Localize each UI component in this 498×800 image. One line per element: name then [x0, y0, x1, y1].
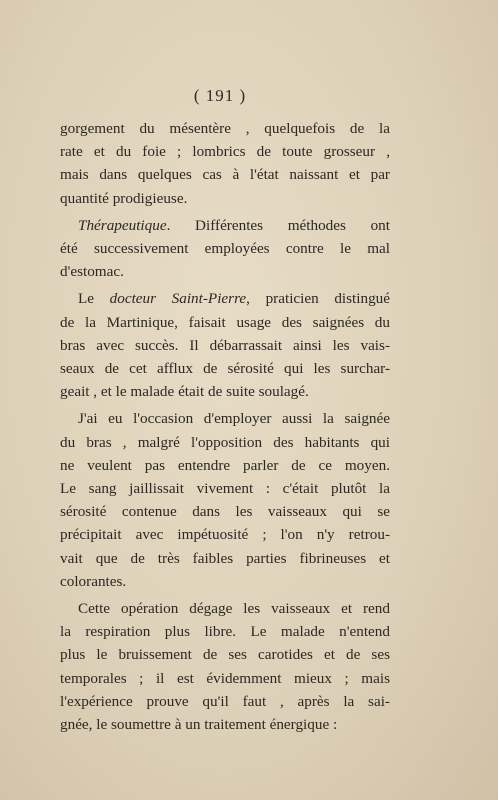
italic-heading: Thérapeutique [78, 216, 167, 234]
paragraph [60, 117, 390, 210]
page-number: ( 191 ) [193, 86, 247, 105]
text-line: précipitait avec impétuosité ; l'on n'y retrou- [60, 526, 390, 544]
text-line [60, 287, 390, 310]
text-line: Le sang jaillissait vivement : c'était plutôt la [60, 480, 390, 498]
text-line: du bras , malgré l'opposition des habitants qui [60, 433, 390, 451]
text-line: été successivement employées contre le mal [60, 240, 390, 258]
italic-name: docteur Saint-Pierre [109, 290, 247, 308]
paragraph [60, 597, 390, 736]
paragraph [60, 287, 390, 403]
text-line: mais dans quelques cas à l'état naissant et par [60, 166, 390, 184]
text-fragment: . Différentes méthodes ont [166, 216, 390, 234]
text-fragment: , praticien distingué [246, 290, 390, 308]
paragraph [60, 214, 390, 284]
paragraph [60, 407, 390, 593]
text-line: seaux de cet afflux de sérosité qui les surchar- [60, 360, 390, 378]
text-line: quantité prodigieuse. [60, 189, 188, 207]
text-line: temporales ; il est évidemment mieux ; mais [60, 669, 390, 687]
text-line: Cette opération dégage les vaisseaux et rend [78, 600, 390, 618]
text-line: bras avec succès. Il débarrassait ainsi les vais- [60, 336, 390, 354]
text-line: d'estomac. [60, 263, 124, 281]
text-line: l'expérience prouve qu'il faut , après la sai- [60, 692, 390, 710]
text-line: colorantes. [60, 572, 127, 590]
text-line: plus le bruissement de ses carotides et de ses [60, 646, 390, 664]
text-line [60, 214, 390, 237]
text-line: vait que de très faibles parties fibrineuses et [60, 549, 390, 567]
text-line: la respiration plus libre. Le malade n'entend [60, 623, 390, 641]
text-fragment: Le [78, 290, 110, 308]
text-line: geait , et le malade était de suite soulagé. [60, 383, 309, 401]
text-line: de la Martinique, faisait usage des saignées du [60, 313, 390, 331]
text-line: gnée, le soumettre à un traitement énergique : [60, 716, 338, 734]
text-line: rate et du foie ; lombrics de toute grosseur , [60, 143, 390, 161]
text-line: sérosité contenue dans les vaisseaux qui se [60, 503, 390, 521]
text-line: ne veulent pas entendre parler de ce moyen. [60, 456, 390, 474]
body-text [60, 117, 390, 736]
text-line: J'ai eu l'occasion d'employer aussi la saignée [78, 410, 390, 428]
text-line: gorgement du mésentère , quelquefois de la [60, 120, 390, 137]
